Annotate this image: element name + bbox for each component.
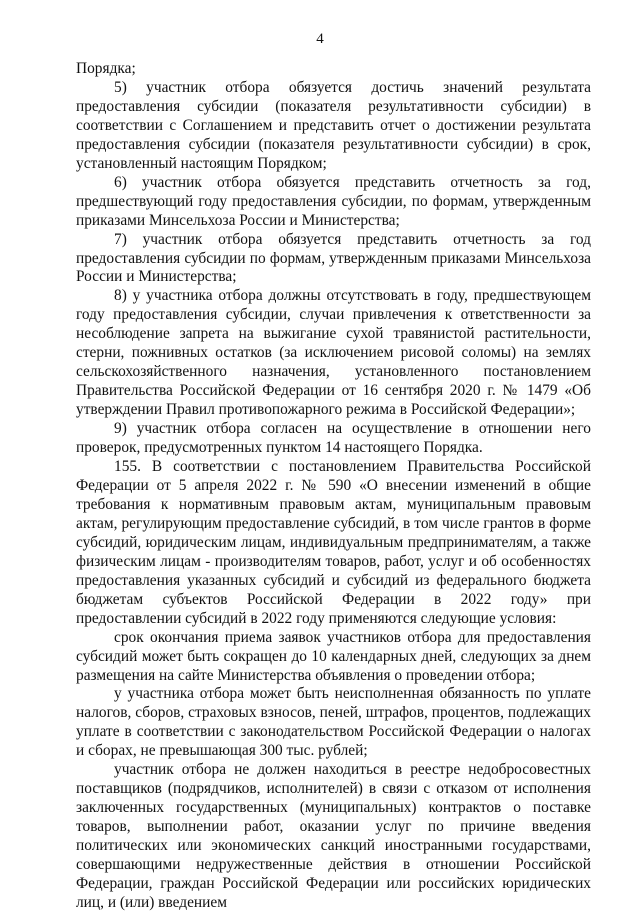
paragraph-continuation: Порядка; [76,60,136,77]
paragraph-clause-155: 155. В соответствии с постановлением Правительства Российской Федерации от 5 апреля 2022 г. № 590 «О внесении изменений в общие требования к нормативным правовым актам, муниципальным правовым актам, регулирующим предоставление субсидий, в том числе грантов в форме субсидий, юридическим лицам, индивидуальным предпринимателям, а также физическим лицам - производителям товаров, работ, услуг и об особенностях предоставления указанных субсидий и субсидий из федерального бюджета бюджетам субъектов Российской Федерации в 2022 году» при предоставлении субсидий в 2022 году применяются следующие условия: [76,458,591,627]
paragraph-item-7: 7) участник отбора обязуется представить отчетность за год предоставления субсидии по формам, утвержденным приказами Минсельхоза России и Министерства; [76,230,591,286]
document-body [76,60,591,913]
paragraph-condition-registry: участник отбора не должен находиться в реестре недобросовестных поставщиков (подрядчиков, исполнителей) в связи с отказом от исполнения заключенных государственных (муниципальных) контрактов о поставке товаров, выполнении работ, оказании услуг по причине введения политических или экономических санкций иностранными государствами, совершающими недружественные действия в отношении Российской Федерации, граждан Российской Федерации или российских юридических лиц, и (или) введением [76,761,591,911]
page-number: 4 [316,31,324,47]
paragraph-condition-deadline: срок окончания приема заявок участников отбора для предоставления субсидий может быть сокращен до 10 календарных дней, следующих за днем размещения на сайте Министерства объявления о проведении отбора; [76,628,591,684]
paragraph-item-8: 8) у участника отбора должны отсутствовать в году, предшествующем году предоставления субсидии, случаи привлечения к ответственности за несоблюдение запрета на выжигание сухой травянистой растительности, стерни, пожнивных остатков (за исключением рисовой соломы) на землях сельскохозяйственного назначения, установленного постановлением Правительства Российской Федерации от 16 сентября 2020 г. № 1479 «Об утверждении Правил противопожарного режима в Российской Федерации»; [76,287,591,419]
paragraph-item-9: 9) участник отбора согласен на осуществление в отношении него проверок, предусмотренных пунктом 14 настоящего Порядка. [76,420,591,457]
paragraph-item-6: 6) участник отбора обязуется представить отчетность за год, предшествующий году предоставления субсидии, по формам, утвержденным приказами Минсельхоза России и Министерства; [76,173,591,229]
paragraph-condition-taxes: у участника отбора может быть неисполненная обязанность по уплате налогов, сборов, страховых взносов, пеней, штрафов, процентов, подлежащих уплате в соответствии с законодательством Российской Федерации о налогах и сборах, не превышающая 300 тыс. рублей; [76,685,591,760]
paragraph-item-5: 5) участник отбора обязуется достичь значений результата предоставления субсидии (показателя результативности субсидии) в соответствии с Соглашением и представить отчет о достижении результата предоставления субсидии (показателя результативности субсидии) в срок, установленный настоящим Порядком; [76,78,591,172]
